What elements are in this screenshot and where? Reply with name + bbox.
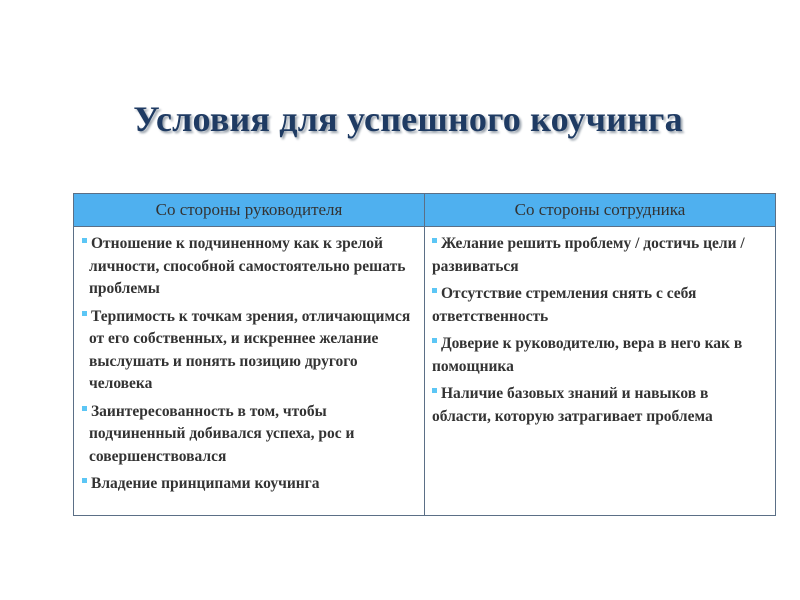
square-bullet-icon	[432, 238, 437, 243]
list-item-text: Отсутствие стремления снять с себя ответственность	[432, 285, 697, 325]
list-item-text: Доверие к руководителю, вера в него как в помощника	[432, 335, 743, 375]
table-body-row	[74, 227, 776, 516]
manager-conditions-cell	[74, 227, 425, 516]
list-item	[82, 473, 418, 496]
header-employee-side: Со стороны сотрудника	[425, 194, 776, 227]
square-bullet-icon	[432, 388, 437, 393]
list-item	[82, 401, 418, 469]
manager-conditions-list	[74, 227, 424, 496]
list-item	[432, 283, 769, 328]
employee-conditions-list	[425, 227, 775, 428]
list-item	[432, 333, 769, 378]
square-bullet-icon	[82, 478, 87, 483]
list-item	[432, 383, 769, 428]
square-bullet-icon	[82, 406, 87, 411]
square-bullet-icon	[82, 311, 87, 316]
list-item	[432, 233, 769, 278]
employee-conditions-cell	[425, 227, 776, 516]
list-item-text: Заинтересованность в том, чтобы подчиненный добивался успеха, рос и совершенствовался	[89, 402, 355, 465]
square-bullet-icon	[432, 288, 437, 293]
square-bullet-icon	[82, 238, 87, 243]
list-item	[82, 233, 418, 301]
list-item-text: Желание решить проблему / достичь цели / развиваться	[432, 235, 745, 275]
conditions-table	[73, 193, 776, 516]
list-item-text: Наличие базовых знаний и навыков в области, которую затрагивает проблема	[432, 385, 713, 425]
list-item-text: Владение принципами коучинга	[91, 475, 320, 492]
list-item-text: Отношение к подчиненному как к зрелой личности, способной самостоятельно решать проблемы	[89, 235, 406, 297]
list-item	[82, 306, 418, 396]
square-bullet-icon	[432, 338, 437, 343]
list-item-text: Терпимость к точкам зрения, отличающимся от его собственных, и искреннее желание выслушать и понять позицию другого человека	[89, 307, 411, 392]
slide-title: Условия для успешного коучинга	[133, 99, 683, 139]
header-manager-side: Со стороны руководителя	[74, 194, 425, 227]
table-header-row	[74, 194, 776, 227]
